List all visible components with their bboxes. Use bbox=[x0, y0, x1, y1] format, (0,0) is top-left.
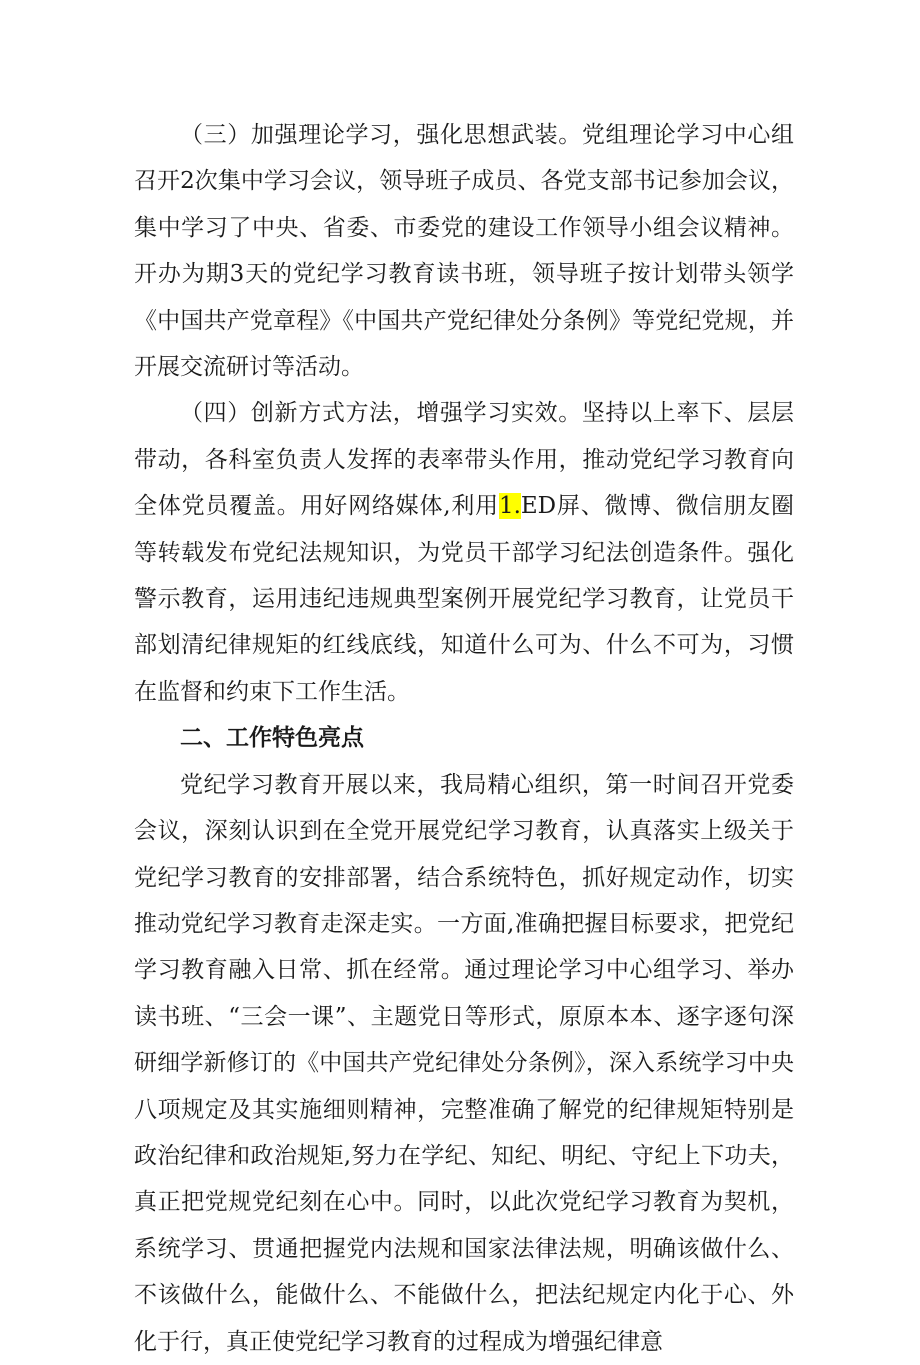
section-heading-work-highlights: 二、工作特色亮点 bbox=[180, 725, 364, 752]
paragraph-section-4-end: ED屏、微博、微信朋友圈等转载发布党纪法规知识，为党员干部学习纪法创造条件。强化警示教育，运用违纪违规典型案例开展党纪学习教育，让党员干部划清纪律规矩的红线底线，知道什么可为、什么不可为，习惯在监督和约束下工作生活。 bbox=[134, 493, 795, 705]
paragraph-work-highlights: 党纪学习教育开展以来，我局精心组织，第一时间召开党委会议，深刻认识到在全党开展党纪学习教育，认真落实上级关于党纪学习教育的安排部署，结合系统特色，抓好规定动作，切实推动党纪学习教育走深走实。一方面,准确把握目标要求，把党纪学习教育融入日常、抓在经常。通过理论学习中心组学习、举办读书班、“三会一课”、主题党日等形式，原原本本、逐字逐句深研细学新修订的《中国共产党纪律处分条例》，深入系统学习中央八项规定及其实施细则精神，完整准确了解党的纪律规矩特别是政治纪律和政治规矩,努力在学纪、知纪、明纪、守纪上下功夫，真正把党规党纪刻在心中。同时，以此次党纪学习教育为契机，系统学习、贯通把握党内法规和国家法律法规，明确该做什么、不该做什么，能做什么、不能做什么，把法纪规定内化于心、外化于行，真正使党纪学习教育的过程成为增强纪律意 bbox=[134, 771, 794, 1355]
paragraph-section-4 bbox=[134, 390, 794, 715]
paragraph-section-3: （三）加强理论学习，强化思想武装。党组理论学习中心组召开2次集中学习会议，领导班子成员、各党支部书记参加会议，集中学习了中央、省委、市委党的建设工作领导小组会议精神。开办为期3天的党纪学习教育读书班，领导班子按计划带头领学《中国共产党章程》《中国共产党纪律处分条例》等党纪党规，并开展交流研讨等活动。 bbox=[134, 122, 794, 381]
paragraph-section-4-start: （四）创新方式方法，增强学习实效。坚持以上率下、层层带动，各科室负责人发挥的表率带头作用，推动党纪学习教育向全体党员覆盖。用好网络媒体,利用 bbox=[134, 400, 794, 520]
document-body bbox=[134, 112, 794, 1365]
highlighted-text: 1. bbox=[498, 493, 521, 520]
